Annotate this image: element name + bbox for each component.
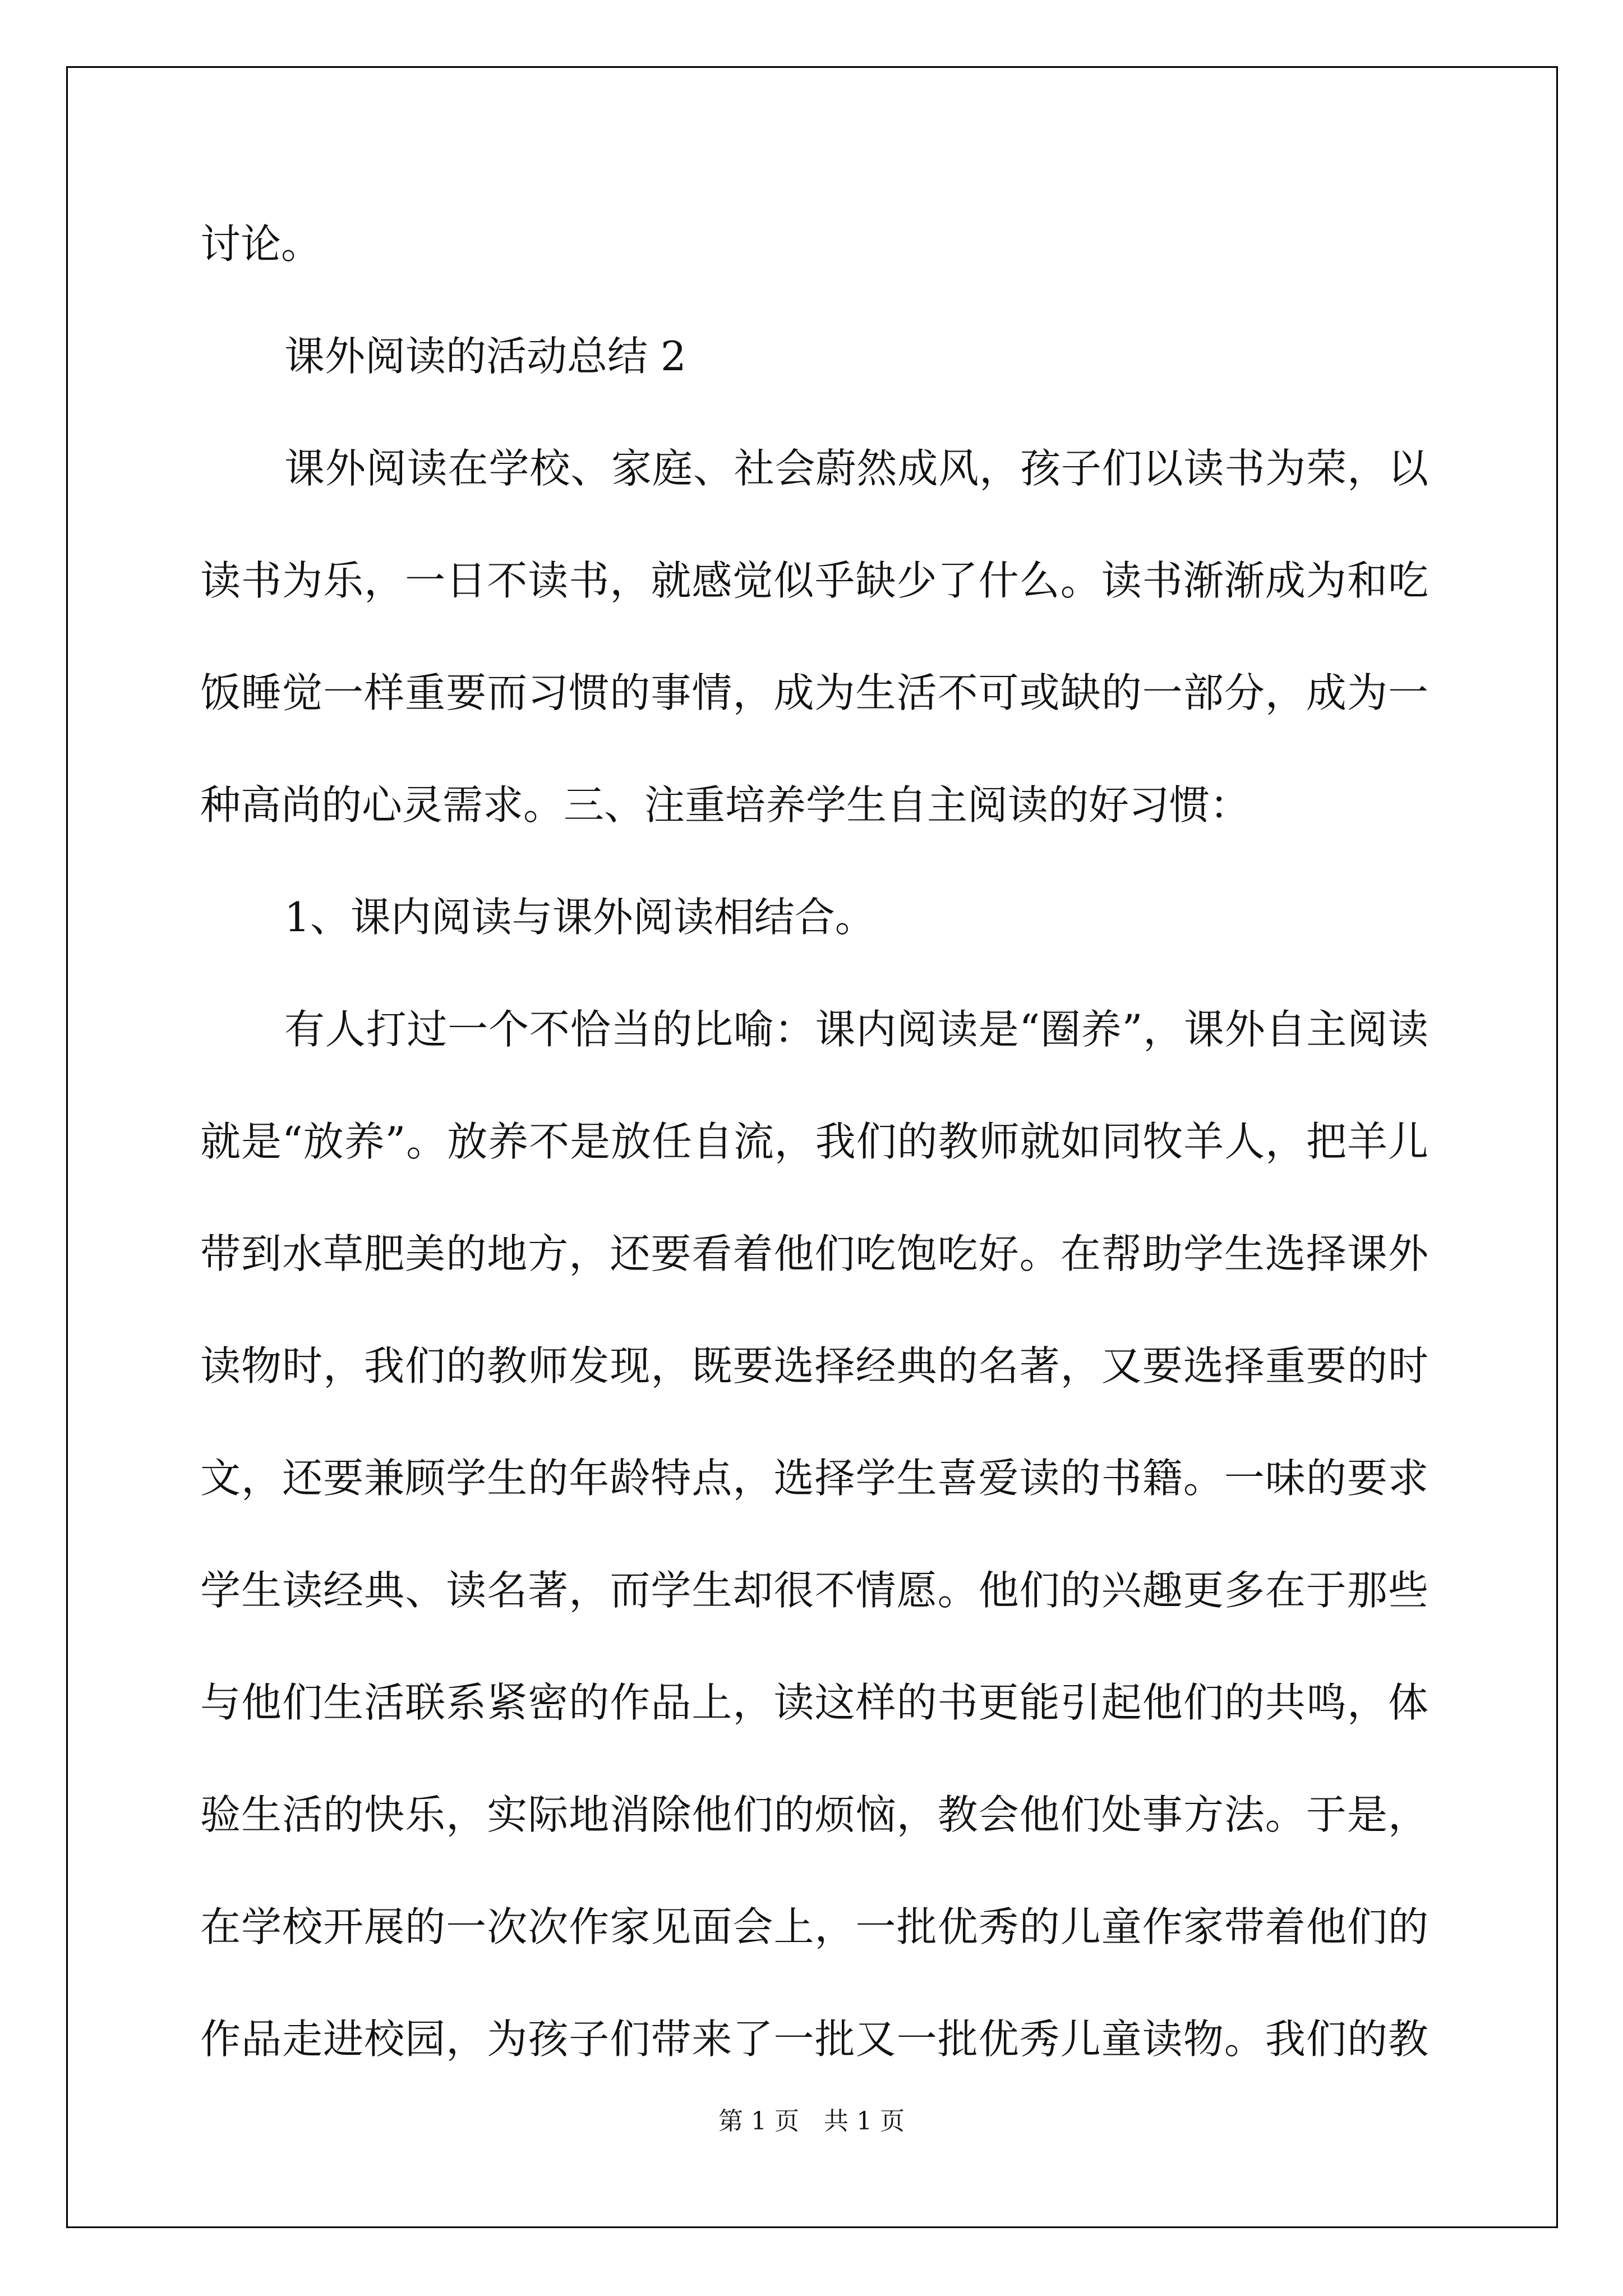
text-line: 作品走进校园，为孩子们带来了一批又一批优秀儿童读物。我们的教: [200, 2016, 1428, 2063]
text-line: 课外阅读在学校、家庭、社会蔚然成风，孩子们以读书为荣，以: [284, 445, 1428, 492]
text-line: 有人打过一个不恰当的比喻：课内阅读是“圈养”，课外自主阅读: [284, 1006, 1428, 1053]
page-footer: 第 1 页 共 1 页: [718, 2107, 905, 2136]
list-item: 1、课内阅读与课外阅读相结合。: [284, 894, 875, 941]
text-line: 讨论。: [200, 220, 322, 268]
text-line: 学生读经典、读名著，而学生却很不情愿。他们的兴趣更多在于那些: [200, 1567, 1428, 1614]
text-line: 读物时，我们的教师发现，既要选择经典的名著，又要选择重要的时: [200, 1342, 1428, 1389]
text-line: 与他们生活联系紧密的作品上，读这样的书更能引起他们的共鸣，体: [200, 1679, 1428, 1726]
text-line: 文，还要兼顾学生的年龄特点，选择学生喜爱读的书籍。一味的要求: [200, 1455, 1428, 1502]
text-line: 饭睡觉一样重要而习惯的事情，成为生活不可或缺的一部分，成为一: [200, 669, 1428, 716]
text-line: 种高尚的心灵需求。三、注重培养学生自主阅读的好习惯：: [200, 781, 1251, 829]
text-line: 在学校开展的一次次作家见面会上，一批优秀的儿童作家带着他们的: [200, 1903, 1428, 1950]
text-line: 就是“放养”。放养不是放任自流，我们的教师就如同牧羊人，把羊儿: [200, 1118, 1428, 1165]
section-heading: 课外阅读的活动总结 2: [284, 333, 686, 380]
text-line: 读书为乐，一日不读书，就感觉似乎缺少了什么。读书渐渐成为和吃: [200, 557, 1428, 604]
text-line: 验生活的快乐，实际地消除他们的烦恼，教会他们处事方法。于是，: [200, 1791, 1428, 1838]
text-line: 带到水草肥美的地方，还要看着他们吃饱吃好。在帮助学生选择课外: [200, 1230, 1428, 1277]
